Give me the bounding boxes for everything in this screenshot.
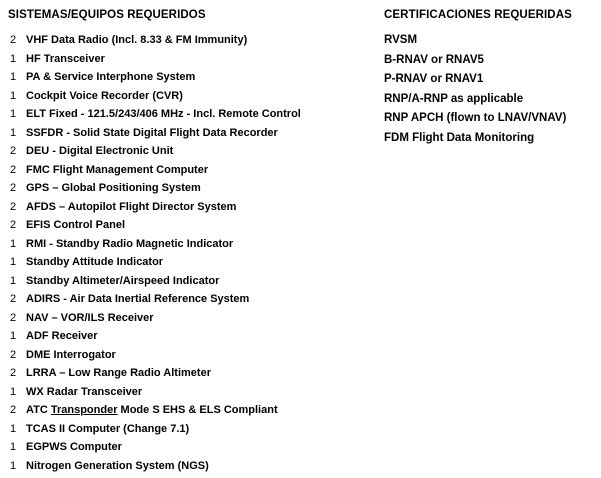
equipment-row	[8, 293, 380, 306]
equipment-quantity: 2	[10, 163, 17, 176]
equipment-label: EFIS Control Panel	[26, 219, 126, 231]
equipment-row	[8, 404, 380, 417]
equipment-row	[8, 312, 380, 325]
equipment-row	[8, 219, 380, 232]
equipment-quantity: 1	[10, 71, 17, 83]
equipment-quantity: 2	[10, 348, 17, 361]
equipment-row	[8, 145, 380, 158]
certifications-column	[384, 8, 594, 151]
equipment-row	[8, 330, 380, 343]
equipment-quantity: 2	[10, 311, 17, 324]
equipment-column	[8, 8, 380, 478]
certification-row: B-RNAV or RNAV5	[384, 53, 484, 66]
equipment-row	[8, 423, 380, 436]
equipment-label: AFDS – Autopilot Flight Director System	[26, 200, 237, 213]
equipment-label: TCAS II Computer (Change 7.1)	[26, 422, 190, 435]
equipment-quantity: 2	[10, 200, 17, 213]
equipment-label: DME Interrogator	[26, 348, 116, 361]
equipment-list	[8, 34, 380, 473]
equipment-label: NAV – VOR/ILS Receiver	[26, 311, 154, 324]
equipment-row	[8, 201, 380, 214]
equipment-label: HF Transceiver	[26, 52, 105, 65]
equipment-row	[8, 34, 380, 47]
certifications-section-title: CERTIFICACIONES REQUERIDAS	[384, 9, 572, 21]
equipment-quantity: 2	[10, 182, 17, 194]
equipment-row	[8, 53, 380, 66]
certification-row: RNP APCH (flown to LNAV/VNAV)	[384, 112, 567, 124]
equipment-quantity: 1	[10, 52, 17, 65]
equipment-label: RMI - Standby Radio Magnetic Indicator	[26, 237, 234, 250]
equipment-label: ATC Transponder Mode S EHS & ELS Compliant	[26, 404, 278, 416]
equipment-quantity: 2	[10, 367, 17, 379]
certification-row: RNP/A-RNP as applicable	[384, 92, 524, 105]
equipment-quantity: 2	[10, 404, 17, 416]
equipment-row	[8, 386, 380, 399]
equipment-quantity: 1	[10, 256, 17, 268]
underlined-term: Transponder	[50, 404, 118, 416]
equipment-label: Standby Altimeter/Airspeed Indicator	[26, 274, 220, 287]
equipment-label: ADF Receiver	[26, 330, 98, 342]
equipment-label: Nitrogen Generation System (NGS)	[26, 459, 209, 472]
equipment-quantity: 1	[10, 441, 17, 453]
equipment-label: SSFDR - Solid State Digital Flight Data Recorder	[26, 126, 278, 139]
equipment-row	[8, 164, 380, 177]
equipment-label: ADIRS - Air Data Inertial Reference System	[26, 293, 250, 305]
equipment-row	[8, 182, 380, 195]
equipment-row	[8, 460, 380, 473]
equipment-label: VHF Data Radio (Incl. 8.33 & FM Immunity)	[26, 34, 248, 46]
equipment-row	[8, 238, 380, 251]
equipment-quantity: 1	[10, 385, 17, 398]
equipment-row	[8, 127, 380, 140]
equipment-quantity: 2	[10, 145, 17, 157]
equipment-row	[8, 349, 380, 362]
certifications-list	[384, 34, 594, 145]
equipment-row	[8, 441, 380, 454]
equipment-quantity: 2	[10, 34, 17, 46]
equipment-quantity: 1	[10, 274, 17, 287]
equipment-label: PA & Service Interphone System	[26, 71, 196, 83]
equipment-row	[8, 90, 380, 103]
equipment-label: FMC Flight Management Computer	[26, 163, 209, 176]
equipment-label: Standby Attitude Indicator	[26, 256, 164, 268]
equipment-row	[8, 71, 380, 84]
equipment-row	[8, 108, 380, 121]
certification-row: FDM Flight Data Monitoring	[384, 131, 535, 144]
certification-row: P-RNAV or RNAV1	[384, 73, 484, 85]
equipment-quantity: 1	[10, 108, 17, 120]
equipment-quantity: 1	[10, 459, 17, 472]
equipment-row	[8, 275, 380, 288]
equipment-quantity: 2	[10, 293, 17, 305]
equipment-row	[8, 367, 380, 380]
equipment-quantity: 2	[10, 219, 17, 231]
equipment-row	[8, 256, 380, 269]
equipment-label: DEU - Digital Electronic Unit	[26, 145, 174, 157]
equipment-quantity: 1	[10, 89, 17, 102]
equipment-quantity: 1	[10, 330, 17, 342]
equipment-label: WX Radar Transceiver	[26, 385, 143, 398]
equipment-quantity: 1	[10, 126, 17, 139]
equipment-label: LRRA – Low Range Radio Altimeter	[26, 367, 211, 379]
equipment-section-title: SISTEMAS/EQUIPOS REQUERIDOS	[8, 9, 206, 21]
equipment-label: GPS – Global Positioning System	[26, 182, 201, 194]
certification-row: RVSM	[384, 34, 418, 46]
equipment-quantity: 1	[10, 422, 17, 435]
equipment-label: Cockpit Voice Recorder (CVR)	[26, 89, 183, 102]
equipment-label: ELT Fixed - 121.5/243/406 MHz - Incl. Remote Control	[26, 108, 301, 120]
equipment-label: EGPWS Computer	[26, 441, 122, 453]
equipment-quantity: 1	[10, 237, 17, 250]
